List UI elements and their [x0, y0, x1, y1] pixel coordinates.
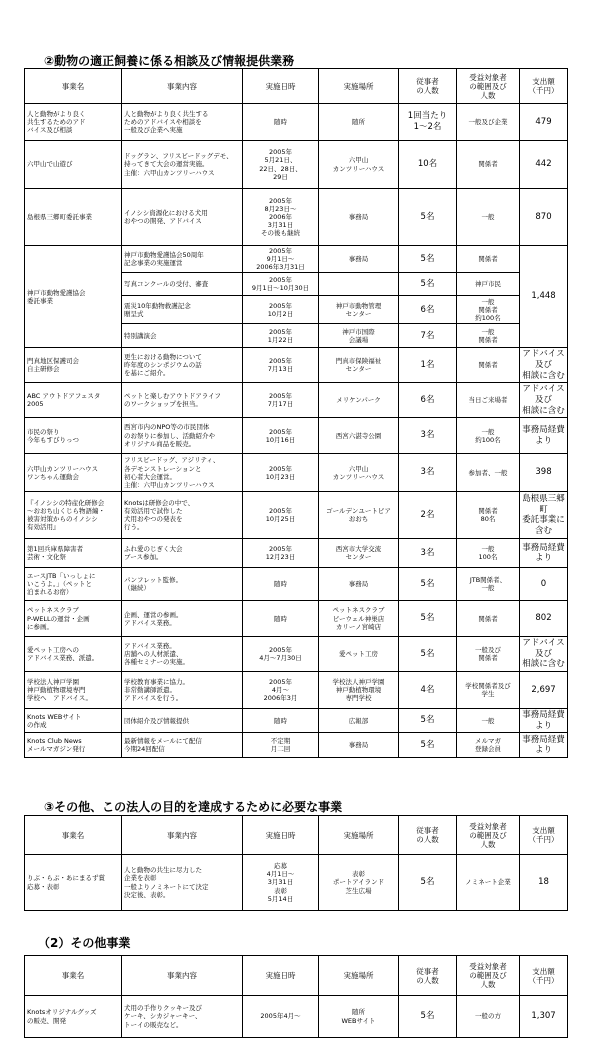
table-cell: 2005年 12月23日	[243, 539, 319, 568]
kobe-name-cell: 神戸市動物愛護協会 委託事業	[25, 246, 122, 348]
table-cell: 学校法人神戸学園 神戸動植物環境 専門学校	[319, 672, 399, 709]
table-cell: 2005年 9月1日～ 2006年3月31日	[243, 246, 319, 273]
table-cell: メルマガ 登録会員	[457, 733, 520, 758]
table-cell: 更生における動物について 昨年度のシンポジウムの話 を基にご紹介。	[122, 348, 243, 383]
table-cell: アドバイス及び 相談に含む	[520, 383, 568, 418]
table-cell: 2005年 10月2日	[243, 296, 319, 324]
table-cell: 2005年 8月23日～ 2006年 3月31日 その後も継続	[243, 189, 319, 246]
table-cell: 5名	[399, 637, 457, 672]
table-cell: 事務局経費より	[520, 418, 568, 454]
table-cell: 六甲山 カンツリーハウス	[319, 141, 399, 189]
column-header: 支出額 （千円）	[520, 956, 568, 996]
table-cell: 5名	[399, 601, 457, 637]
table-cell: 2005年4月～	[243, 996, 319, 1038]
column-header: 受益対象者 の範囲及び 人数	[457, 816, 520, 855]
column-header: 実施日時	[243, 956, 319, 996]
table-row	[25, 855, 568, 911]
table-cell: 不定期 月二回	[243, 733, 319, 758]
table-cell: 神戸市動物愛護協会50周年 記念事業の実施運営	[122, 246, 243, 273]
table-cell: 参加者、一般	[457, 454, 520, 492]
table-cell: 人と動物がより良く 共生するためのアド バイス及び相談	[25, 104, 122, 141]
table-cell: 3名	[399, 539, 457, 568]
table-cell: 応募 4月1日～ 3月31日 表彰 5月14日	[243, 855, 319, 911]
table-cell: 事務局	[319, 189, 399, 246]
column-header: 従事者 の人数	[399, 956, 457, 996]
table-row	[25, 104, 568, 141]
table-cell: 2005年 4月～ 2006年3月	[243, 672, 319, 709]
table-cell: 5名	[399, 709, 457, 733]
table-cell: 4名	[399, 672, 457, 709]
table-cell: 0	[520, 568, 568, 601]
table-cell: 第1回兵庫県障害者 芸術・文化祭	[25, 539, 122, 568]
table-cell: 学校関係者及び 学生	[457, 672, 520, 709]
table-cell: 西宮市内のNPO等の市民団体 のお祭りに参加し、活動紹介や オリジナル商品を販売。	[122, 418, 243, 454]
table-cell: 事務局	[319, 246, 399, 273]
table-row	[25, 454, 568, 492]
table-cell: 一般 関係者	[457, 324, 520, 348]
table-cell: 2005年 7月13日	[243, 348, 319, 383]
table-row	[25, 601, 568, 637]
table-cell: 1名	[399, 348, 457, 383]
table-cell: 学校法人神戸学園 神戸動植物環境専門 学校へ アドバイス。	[25, 672, 122, 709]
table-cell: 島根県三郷町 委託事業に含む	[520, 492, 568, 539]
table-cell: ドッグラン、フリスビードッグデモ、 持ってきて大会の運営実施。 主催：六甲山カンツリーハウス	[122, 141, 243, 189]
table-cell: 門真市保険福祉 センター	[319, 348, 399, 383]
table-row	[25, 539, 568, 568]
table-cell: 6名	[399, 296, 457, 324]
table-row	[25, 568, 568, 601]
table-cell: 企画、運営の参画。 アドバイス業務。	[122, 601, 243, 637]
table-cell: アドバイス業務。 店舗への人材派遣、 各種セミナーの実施。	[122, 637, 243, 672]
table-cell: 随時	[243, 601, 319, 637]
table-cell: 表彰 ポートアイランド 芝生広場	[319, 855, 399, 911]
table-cell: 一般	[457, 189, 520, 246]
column-header: 支出額 （千円）	[520, 816, 568, 855]
header-row	[25, 816, 568, 855]
table-cell: 一般 関係者 約100名	[457, 296, 520, 324]
table-cell: 2005年 7月17日	[243, 383, 319, 418]
table-cell: Knotsオリジナルグッズ の販売、開発	[25, 996, 122, 1038]
table-cell: ノミネート企業	[457, 855, 520, 911]
table-cell: 1,307	[520, 996, 568, 1038]
table-cell: 5名	[399, 189, 457, 246]
table-cell: 随所	[319, 104, 399, 141]
table-cell: 島根県三郷町委託事業	[25, 189, 122, 246]
table-cell: 随時	[243, 709, 319, 733]
table-cell: 5名	[399, 855, 457, 911]
table-cell	[319, 273, 399, 296]
column-header: 実施場所	[319, 816, 399, 855]
table-cell: 人と動物の共生に尽力した 企業を表彰 一般よりノミネートにて決定 決定後、表彰。	[122, 855, 243, 911]
table-cell: 市民の祭り 今年もすびりっつ	[25, 418, 122, 454]
table-cell: 5名	[399, 273, 457, 296]
table-cell: 2,697	[520, 672, 568, 709]
table-row	[25, 141, 568, 189]
table-cell: 当日ご来場者	[457, 383, 520, 418]
table-cell: 随所 WEBサイト	[319, 996, 399, 1038]
table-row	[25, 418, 568, 454]
table-cell: エースJTB「いっしょに いこうよ。」（ペットと 泊まれるお宿）	[25, 568, 122, 601]
table-cell: 10名	[399, 141, 457, 189]
table-cell: 2005年 10月16日	[243, 418, 319, 454]
table-cell: 3名	[399, 418, 457, 454]
table-cell: フリスビードッグ、アジリティ、 各デモンストレーションと 初心者大会運営。 主催：六甲山カンツリーハウス	[122, 454, 243, 492]
table-cell: 神戸市民	[457, 273, 520, 296]
column-header: 事業名	[25, 816, 122, 855]
table-cell: Knots WEBサイト の作成	[25, 709, 122, 733]
table-cell: Knots Club News メールマガジン発行	[25, 733, 122, 758]
table-cell: 5名	[399, 246, 457, 273]
table-cell: 人と動物がより良く共生する ためのアドバイスや相談を 一般及び企業へ実施	[122, 104, 243, 141]
column-header: 事業内容	[122, 956, 243, 996]
table-cell: 六甲山で山遊び	[25, 141, 122, 189]
header-row	[25, 956, 568, 996]
table-cell: 西宮六湛寺公園	[319, 418, 399, 454]
table-row	[25, 709, 568, 733]
table-cell: Knotsは研修会の中で、 有効活用で試作した 犬用おやつの発表を 行う。	[122, 492, 243, 539]
table-row	[25, 637, 568, 672]
table-cell: 6名	[399, 383, 457, 418]
table-cell: 2名	[399, 492, 457, 539]
table-cell: パンフレット監修。 （継続）	[122, 568, 243, 601]
table-row	[25, 189, 568, 246]
table-cell: JTB関係者、 一般	[457, 568, 520, 601]
table-cell: りぶ・らぶ・あにまるず賞 応募・表彰	[25, 855, 122, 911]
table-cell: 2005年 5月21日、 22日、28日、 29日	[243, 141, 319, 189]
column-header: 実施場所	[319, 956, 399, 996]
table-cell: 5名	[399, 733, 457, 758]
kobe-budget-cell: 1,448	[520, 246, 568, 348]
table-cell: 西宮市大学交流 センター	[319, 539, 399, 568]
table-cell: 写真コンクールの受付、審査	[122, 273, 243, 296]
table-cell: 18	[520, 855, 568, 911]
table-cell: 5名	[399, 996, 457, 1038]
header-row	[25, 69, 568, 104]
column-header: 受益対象者 の範囲及び 人数	[457, 69, 520, 104]
section-title-3: ③その他、この法人の目的を達成するために必要な事業	[44, 800, 343, 814]
table-cell: 六甲山カンツリーハウス ワンちゃん運動会	[25, 454, 122, 492]
table-cell: 団体紹介及び情報提供	[122, 709, 243, 733]
section-title-2: ②動物の適正飼養に係る相談及び情報提供業務	[44, 54, 295, 68]
table-cell: 2005年 10月23日	[243, 454, 319, 492]
table-row	[25, 733, 568, 758]
table-cell: 2005年 9月1日～10月30日	[243, 273, 319, 296]
table-cell: 479	[520, 104, 568, 141]
table-cell: 一般及び 関係者	[457, 637, 520, 672]
table-cell: 5名	[399, 568, 457, 601]
column-header: 事業内容	[122, 69, 243, 104]
column-header: 支出額 （千円）	[520, 69, 568, 104]
table-cell: 事務局	[319, 568, 399, 601]
table-cell: 事務局経費より	[520, 709, 568, 733]
table-cell: アドバイス及び 相談に含む	[520, 348, 568, 383]
table-row	[25, 492, 568, 539]
column-header: 実施日時	[243, 69, 319, 104]
table-row	[25, 348, 568, 383]
table-cell: 3名	[399, 454, 457, 492]
table-cell: 神戸市国際 会議場	[319, 324, 399, 348]
table-cell: ペットネスクラブ P-WELLの運営・企画 に参画。	[25, 601, 122, 637]
column-header: 実施日時	[243, 816, 319, 855]
table-row	[25, 996, 568, 1038]
table-cell: 『イノシシの特産化研修会 ～おおち山くじら物語編・ 被害対策からのイノシシ 有効活用』	[25, 492, 122, 539]
table-cell: 一般の方	[457, 996, 520, 1038]
table-cell: 一般	[457, 709, 520, 733]
column-header: 受益対象者 の範囲及び 人数	[457, 956, 520, 996]
table-cell: 随時	[243, 568, 319, 601]
table-cell: 398	[520, 454, 568, 492]
table-cell: 震災10年動物救護記念 贈呈式	[122, 296, 243, 324]
section-title-other-business: （2）その他事業	[38, 936, 131, 950]
table-cell: 関係者	[457, 601, 520, 637]
table-cell: ふれ愛のじぎく大会 ブース参加。	[122, 539, 243, 568]
table-cell: 一般 100名	[457, 539, 520, 568]
table-cell: ゴールデンユートピア おおち	[319, 492, 399, 539]
table-cell: 門真地区保護司会 自主研修会	[25, 348, 122, 383]
table-cell: 一般及び企業	[457, 104, 520, 141]
table-cell: 愛ペット工房への アドバイス業務、派遣。	[25, 637, 122, 672]
table-cell: 870	[520, 189, 568, 246]
table-cell: 2005年 4月～7月30日	[243, 637, 319, 672]
table-cell: 関係者	[457, 348, 520, 383]
table-cell: 一般 約100名	[457, 418, 520, 454]
table-cell: 広報部	[319, 709, 399, 733]
column-header: 事業名	[25, 956, 122, 996]
consultation-table	[24, 68, 568, 758]
column-header: 従事者 の人数	[399, 816, 457, 855]
table-cell: 六甲山 カンツリーハウス	[319, 454, 399, 492]
table-cell: 随時	[243, 104, 319, 141]
other-activities-table	[24, 815, 568, 911]
table-cell: イノシシ資源化における犬用 おやつの開発、アドバイス	[122, 189, 243, 246]
column-header: 従事者 の人数	[399, 69, 457, 104]
table-cell: ペットネスクラブ ピーウェル神巣店 カリーノ宮崎店	[319, 601, 399, 637]
table-cell: 関係者	[457, 246, 520, 273]
table-cell: 関係者 80名	[457, 492, 520, 539]
table-cell: 学校教育事業に協力。 非常勤講師派遣。 アドバイスを行う。	[122, 672, 243, 709]
column-header: 実施場所	[319, 69, 399, 104]
table-cell: 事務局経費より	[520, 733, 568, 758]
column-header: 事業名	[25, 69, 122, 104]
table-cell: 神戸市動物管理 センター	[319, 296, 399, 324]
table-cell: 2005年 1月22日	[243, 324, 319, 348]
table-cell: 1回当たり 1～2名	[399, 104, 457, 141]
table-cell: 事務局	[319, 733, 399, 758]
table-cell: メリケンパーク	[319, 383, 399, 418]
table-row	[25, 672, 568, 709]
column-header: 事業内容	[122, 816, 243, 855]
table-cell: 愛ペット工房	[319, 637, 399, 672]
table-row	[25, 383, 568, 418]
table-cell: ペットと楽しむアウトドアライフ のワークショップを担当。	[122, 383, 243, 418]
table-cell: 関係者	[457, 141, 520, 189]
table-cell: 802	[520, 601, 568, 637]
table-cell: 442	[520, 141, 568, 189]
table-cell: 2005年 10月25日	[243, 492, 319, 539]
table-cell: 最新情報をメールにて配信 今期24回配信	[122, 733, 243, 758]
table-cell: 事務局経費より	[520, 539, 568, 568]
kobe-sub-row	[25, 246, 568, 273]
table-cell: 犬用の手作りクッキー及び ケーキ、シカジャーキー、 トーイの販売など。	[122, 996, 243, 1038]
table-cell: 特別講演会	[122, 324, 243, 348]
table-cell: アドバイス及び 相談に含む	[520, 637, 568, 672]
table-cell: 7名	[399, 324, 457, 348]
other-business-table	[24, 955, 568, 1038]
table-cell: ABC アウトドアフェスタ 2005	[25, 383, 122, 418]
